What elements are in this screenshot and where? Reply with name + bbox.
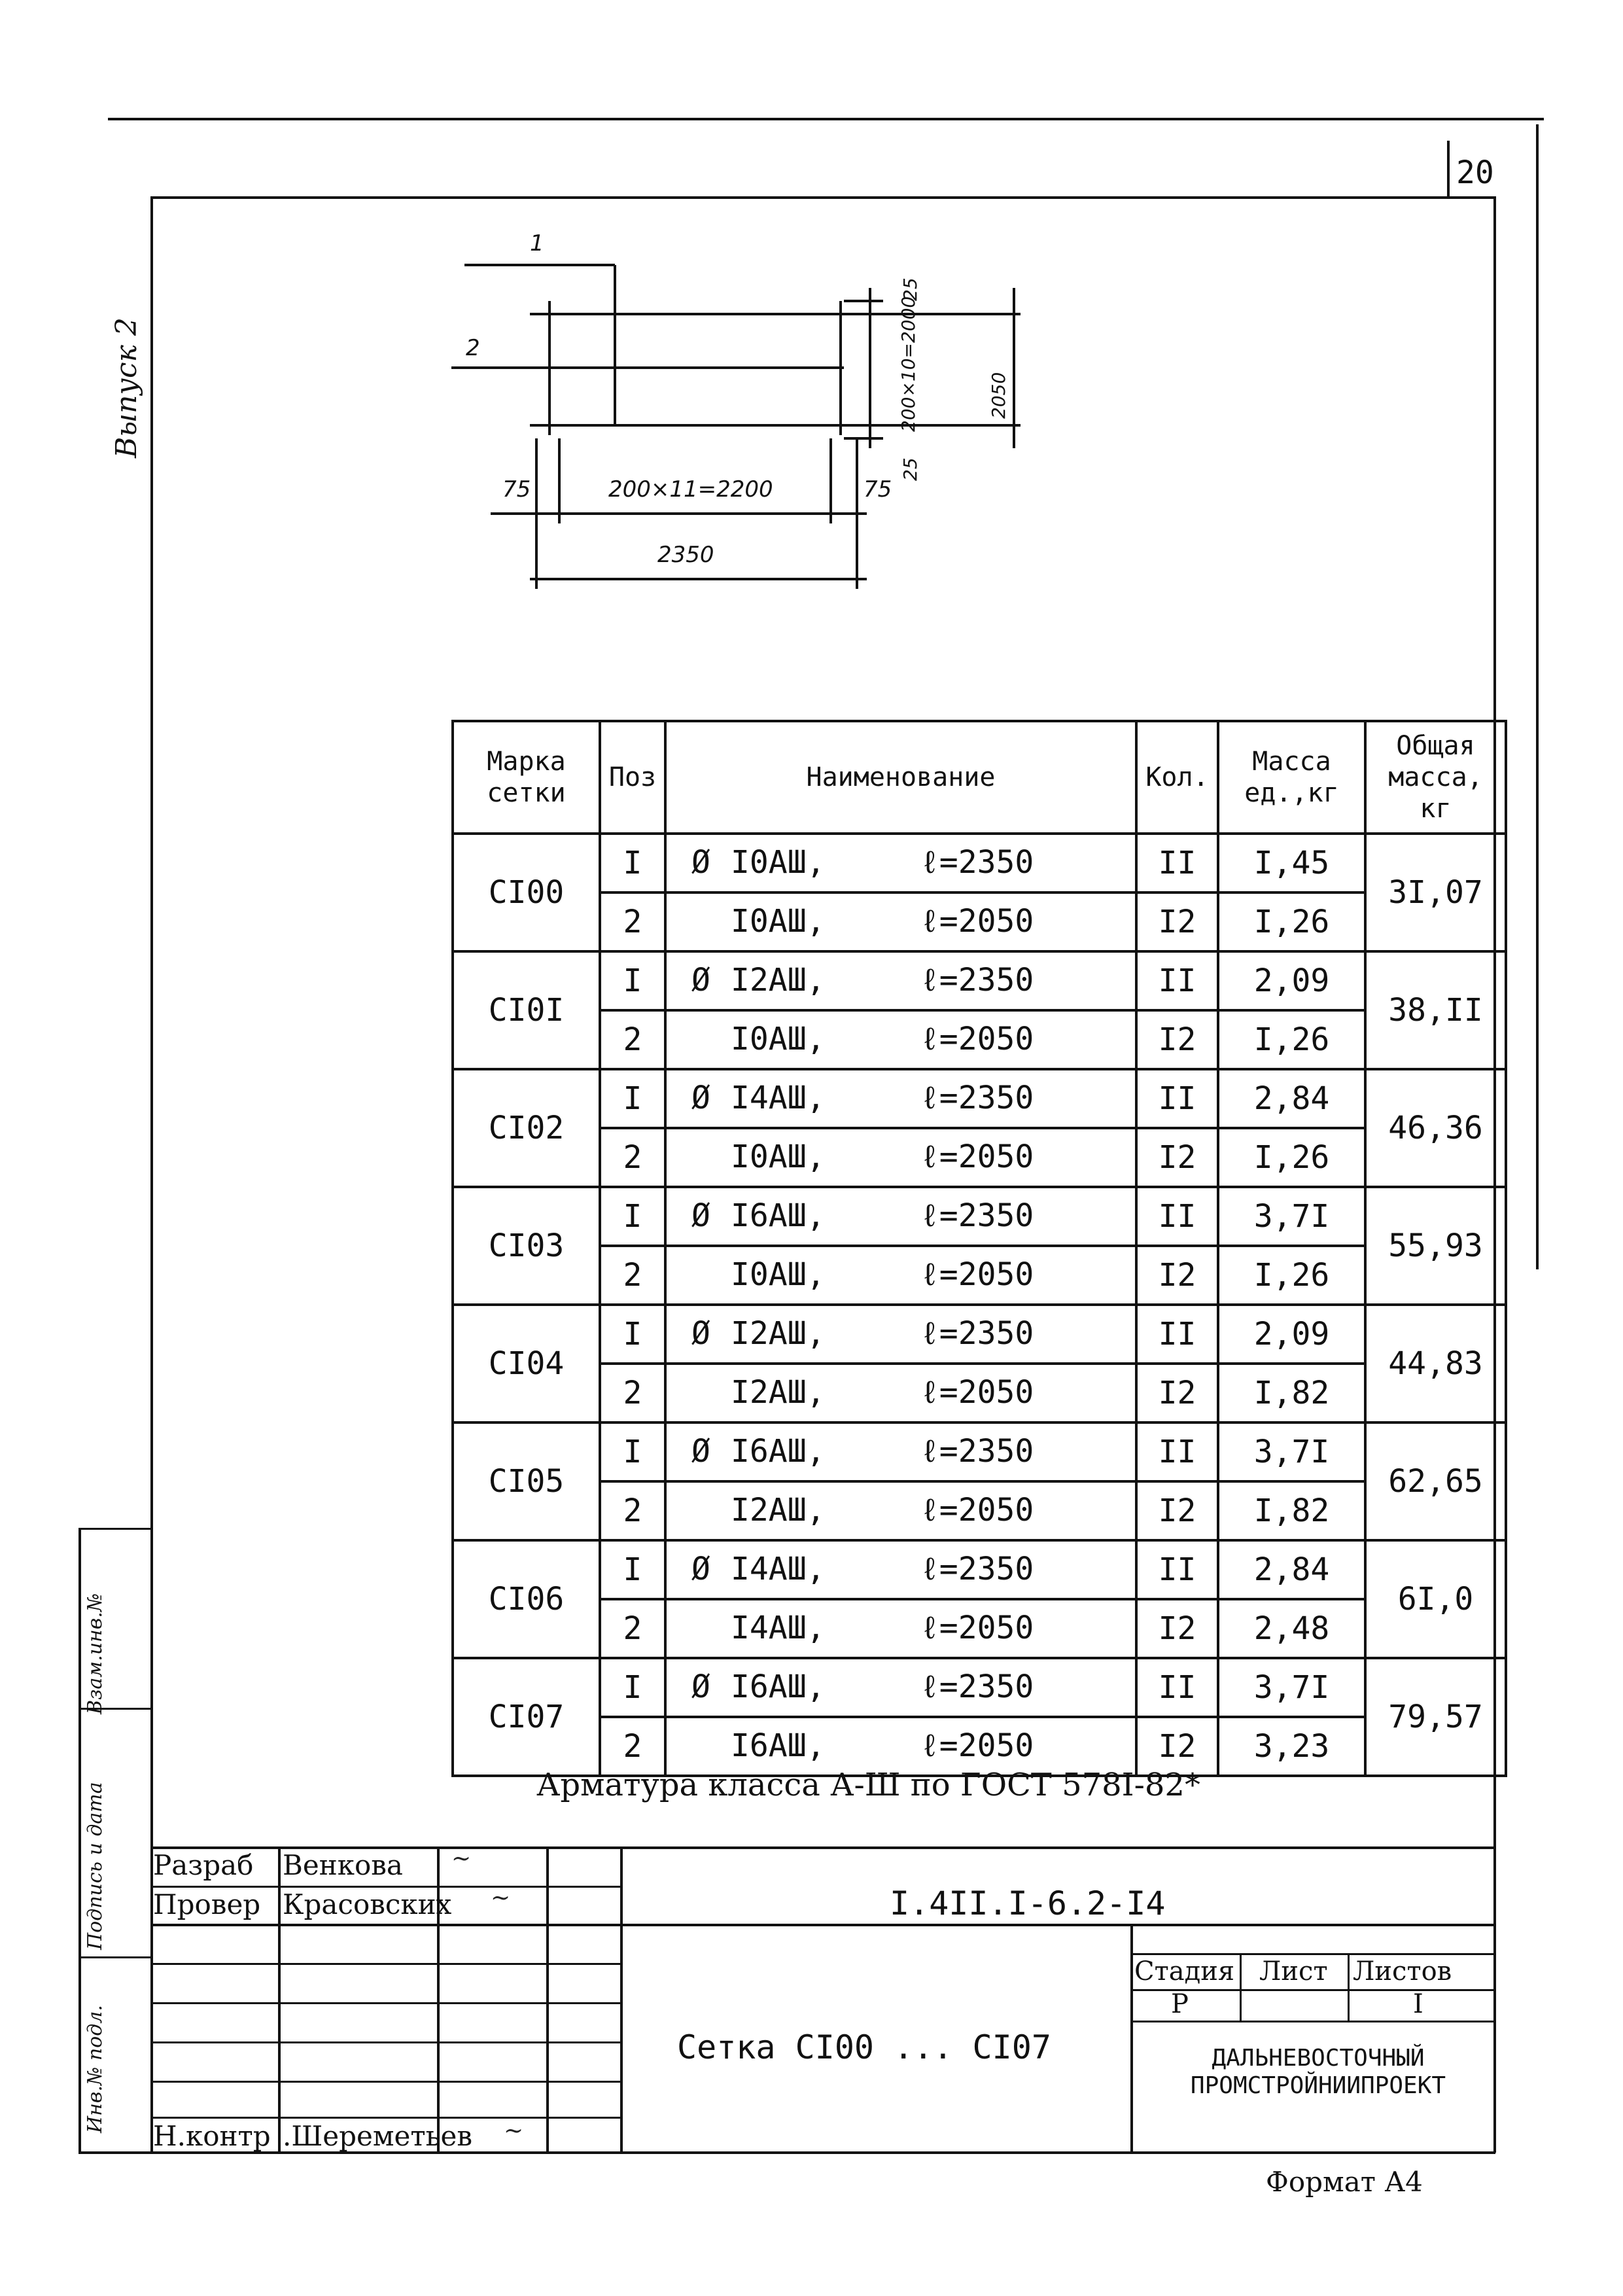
sheet-number-box-left [1447, 141, 1450, 196]
dim-bottom-label: 25 [899, 457, 921, 481]
tb-sign-check: ~ [491, 1884, 511, 1911]
cell-name [665, 834, 1136, 892]
table-row [453, 1128, 1506, 1187]
cell-qty: I2 [1136, 1246, 1218, 1305]
bar-length: ℓ=2050 [920, 1491, 1034, 1528]
cell-unit-mass: I,82 [1218, 1364, 1365, 1422]
table-row [453, 1010, 1506, 1069]
cell-unit-mass: I,26 [1218, 1128, 1365, 1187]
cell-unit-mass: 2,84 [1218, 1540, 1365, 1599]
cell-mark: CI0I [453, 951, 600, 1069]
cell-mark: CI05 [453, 1422, 600, 1540]
tb-sheets-value: I [1413, 1989, 1423, 2019]
cell-pos: 2 [600, 892, 665, 951]
tb-stage-vline-2 [1348, 1953, 1350, 2022]
side-strip-divider-3 [79, 1956, 152, 1958]
tb-role-check: Провер [153, 1888, 261, 1920]
cell-name [665, 951, 1136, 1010]
cell-total-mass: 62,65 [1365, 1422, 1506, 1540]
cell-unit-mass: I,82 [1218, 1481, 1365, 1540]
tb-stage-label: Стадия [1134, 1956, 1235, 1987]
tb-vline-3 [546, 1846, 549, 2151]
cell-qty: I2 [1136, 892, 1218, 951]
cell-qty: I2 [1136, 1364, 1218, 1422]
cell-name [665, 1599, 1136, 1658]
tb-role-dev: Разраб [153, 1849, 254, 1881]
bar-length: ℓ=2350 [920, 1668, 1034, 1705]
tb-vline-1 [278, 1846, 281, 2151]
cell-unit-mass: 2,09 [1218, 1305, 1365, 1364]
bar-spec: I6AШ, [731, 1197, 826, 1234]
bar-length: ℓ=2050 [920, 1373, 1034, 1411]
cell-pos: I [600, 1422, 665, 1481]
cell-mark: CI04 [453, 1305, 600, 1422]
dim-mid-label: 200×11=2200 [608, 476, 773, 503]
cell-unit-mass: 2,84 [1218, 1069, 1365, 1128]
bar-spec: I2AШ, [731, 961, 826, 998]
bar-length: ℓ=2350 [920, 961, 1034, 998]
cell-total-mass: 55,93 [1365, 1187, 1506, 1305]
cell-qty: II [1136, 951, 1218, 1010]
dim-vmid-label: 200×10=2000 [898, 296, 919, 432]
cell-unit-mass: 3,7I [1218, 1187, 1365, 1246]
bar-spec: I2AШ, [731, 1373, 826, 1411]
cell-pos: I [600, 1069, 665, 1128]
dim-left-label: 75 [502, 476, 531, 503]
table-row [453, 1481, 1506, 1540]
organization-name: ДАЛЬНЕВОСТОЧНЫЙ ПРОМСТРОЙНИИПРОЕКТ [1190, 2045, 1446, 2099]
cell-mark: CI02 [453, 1069, 600, 1187]
sheet-number: 20 [1456, 154, 1494, 191]
cell-pos: 2 [600, 1010, 665, 1069]
table-header-row [453, 721, 1506, 834]
table-row [453, 1364, 1506, 1422]
bar-length: ℓ=2050 [920, 1138, 1034, 1175]
cell-unit-mass: 2,48 [1218, 1599, 1365, 1658]
cell-unit-mass: I,26 [1218, 892, 1365, 951]
cell-name [665, 1187, 1136, 1246]
table-caption: Арматура класса А-Ш по ГОСТ 578I-82* [536, 1767, 1200, 1803]
tb-name-norm: .Шереметьев [283, 2120, 473, 2152]
cell-pos: I [600, 951, 665, 1010]
bar-length: ℓ=2050 [920, 1020, 1034, 1057]
cell-pos: 2 [600, 1364, 665, 1422]
header-total-mass: Общая масса, кг [1365, 721, 1506, 834]
side-strip-divider-1 [79, 1528, 152, 1530]
tb-stage-value: Р [1171, 1989, 1189, 2019]
tb-row-line-4 [150, 2002, 621, 2004]
bar-spec: I6AШ, [731, 1668, 826, 1705]
cell-total-mass: 79,57 [1365, 1658, 1506, 1776]
bar-spec: I6AШ, [731, 1432, 826, 1470]
cell-unit-mass: 3,7I [1218, 1422, 1365, 1481]
header-mark: Марка сетки [453, 721, 600, 834]
pos2-label: 2 [466, 335, 480, 361]
cell-qty: I2 [1136, 1481, 1218, 1540]
bar-length: ℓ=2350 [920, 1432, 1034, 1470]
header-qty: Кол. [1136, 721, 1218, 834]
tb-sign-norm: ~ [504, 2117, 524, 2144]
dim-vtotal-label: 2050 [988, 372, 1009, 419]
bar-spec: I4AШ, [731, 1609, 826, 1646]
cell-qty: II [1136, 1422, 1218, 1481]
tb-row-line-3 [150, 1963, 621, 1965]
tb-stage-line-2 [1130, 2021, 1495, 2022]
format-label: Формат А4 [1266, 2166, 1423, 2198]
cell-pos: I [600, 1187, 665, 1246]
cell-qty: II [1136, 1540, 1218, 1599]
cell-total-mass: 38,II [1365, 951, 1506, 1069]
cell-total-mass: 3I,07 [1365, 834, 1506, 951]
cell-name [665, 892, 1136, 951]
cell-pos: I [600, 1540, 665, 1599]
side-inv-replace-label: Взам.инв.№ [84, 1593, 107, 1714]
bar-spec: I0AШ, [731, 1020, 826, 1057]
bar-length: ℓ=2350 [920, 1315, 1034, 1352]
cell-qty: I2 [1136, 1599, 1218, 1658]
tb-sheet-label: Лист [1259, 1956, 1328, 1987]
cell-unit-mass: 2,09 [1218, 951, 1365, 1010]
cell-pos: 2 [600, 1128, 665, 1187]
tb-row-line-2 [150, 1924, 1495, 1926]
cell-pos: I [600, 1305, 665, 1364]
diameter-symbol: Ø [691, 1315, 710, 1352]
cell-pos: 2 [600, 1599, 665, 1658]
diameter-symbol: Ø [691, 1550, 710, 1587]
header-unit-mass: Масса ед.,кг [1218, 721, 1365, 834]
side-inv-orig-label: Инв.№ подл. [84, 2005, 107, 2133]
bar-spec: I4AШ, [731, 1550, 826, 1587]
cell-name [665, 1540, 1136, 1599]
bar-length: ℓ=2350 [920, 1550, 1034, 1587]
tb-role-norm: Н.контр [153, 2120, 271, 2152]
diameter-symbol: Ø [691, 843, 710, 881]
bar-length: ℓ=2350 [920, 1197, 1034, 1234]
table-row [453, 1540, 1506, 1599]
bar-spec: I2AШ, [731, 1315, 826, 1352]
table-row [453, 1069, 1506, 1128]
cell-qty: I2 [1136, 1717, 1218, 1776]
side-strip-line [79, 1528, 81, 2153]
cell-name [665, 1010, 1136, 1069]
cell-unit-mass: I,45 [1218, 834, 1365, 892]
bar-length: ℓ=2050 [920, 1609, 1034, 1646]
table-row [453, 1599, 1506, 1658]
table-row [453, 1305, 1506, 1364]
tb-name-dev: Венкова [283, 1849, 403, 1881]
spec-table [451, 720, 1507, 1777]
table-row [453, 1187, 1506, 1246]
dim-total-label: 2350 [657, 542, 714, 568]
top-border-line [108, 118, 1544, 120]
bar-spec: I4AШ, [731, 1079, 826, 1116]
cell-name [665, 1246, 1136, 1305]
tb-row-line-6 [150, 2081, 621, 2083]
document-title: Сетка CI00 ... CI07 [677, 2028, 1051, 2066]
cell-pos: 2 [600, 1246, 665, 1305]
tb-stage-vline-1 [1240, 1953, 1242, 2022]
bar-spec: I6AШ, [731, 1727, 826, 1764]
cell-mark: CI00 [453, 834, 600, 951]
table-row [453, 1422, 1506, 1481]
cell-qty: II [1136, 1305, 1218, 1364]
inner-top-border [150, 196, 1495, 199]
cell-name [665, 1658, 1136, 1717]
cell-unit-mass: I,26 [1218, 1246, 1365, 1305]
cell-unit-mass: 3,23 [1218, 1717, 1365, 1776]
cell-mark: CI06 [453, 1540, 600, 1658]
table-row [453, 951, 1506, 1010]
cell-name [665, 1128, 1136, 1187]
bar-length: ℓ=2050 [920, 1256, 1034, 1293]
tb-sign-dev: ~ [451, 1845, 472, 1872]
cell-name [665, 1481, 1136, 1540]
cell-mark: CI03 [453, 1187, 600, 1305]
document-code: I.4II.I-6.2-I4 [890, 1884, 1166, 1922]
dim-top-label: 25 [899, 277, 921, 301]
outer-right-line [1536, 124, 1539, 1269]
table-body [453, 834, 1506, 1776]
cell-total-mass: 6I,0 [1365, 1540, 1506, 1658]
cell-pos: 2 [600, 1481, 665, 1540]
tb-row-line-7 [150, 2117, 621, 2119]
bar-length: ℓ=2350 [920, 843, 1034, 881]
tb-stage-top [1130, 1953, 1495, 1955]
bar-length: ℓ=2050 [920, 902, 1034, 940]
table-row [453, 1658, 1506, 1717]
diameter-symbol: Ø [691, 1432, 710, 1470]
header-pos: Поз [600, 721, 665, 834]
table-row [453, 1246, 1506, 1305]
tb-row-line-5 [150, 2041, 621, 2043]
bar-spec: I0AШ, [731, 1138, 826, 1175]
cell-name [665, 1069, 1136, 1128]
bar-length: ℓ=2050 [920, 1727, 1034, 1764]
dim-right-label: 75 [864, 476, 892, 503]
bar-spec: I0AШ, [731, 902, 826, 940]
table-row [453, 834, 1506, 892]
bar-spec: I0AШ, [731, 1256, 826, 1293]
header-name: Наименование [665, 721, 1136, 834]
cell-qty: II [1136, 1187, 1218, 1246]
cell-qty: II [1136, 1069, 1218, 1128]
cell-name [665, 1305, 1136, 1364]
side-issue-label: Выпуск 2 [110, 317, 143, 458]
bar-spec: I2AШ, [731, 1491, 826, 1528]
cell-pos: 2 [600, 1717, 665, 1776]
table-row [453, 892, 1506, 951]
cell-total-mass: 46,36 [1365, 1069, 1506, 1187]
diameter-symbol: Ø [691, 961, 710, 998]
cell-total-mass: 44,83 [1365, 1305, 1506, 1422]
tb-sheets-label: Листов [1353, 1956, 1452, 1987]
diameter-symbol: Ø [691, 1079, 710, 1116]
diameter-symbol: Ø [691, 1197, 710, 1234]
tb-vline-stage [1130, 1924, 1133, 2151]
cell-unit-mass: I,26 [1218, 1010, 1365, 1069]
tb-vline-4 [620, 1846, 623, 2151]
cell-qty: I2 [1136, 1128, 1218, 1187]
tb-row-line-1 [150, 1886, 621, 1888]
bar-length: ℓ=2350 [920, 1079, 1034, 1116]
cell-name [665, 1422, 1136, 1481]
cell-qty: II [1136, 834, 1218, 892]
cell-pos: I [600, 834, 665, 892]
cell-mark: CI07 [453, 1658, 600, 1776]
bar-spec: I0AШ, [731, 843, 826, 881]
diameter-symbol: Ø [691, 1668, 710, 1705]
mesh-drawing [425, 222, 1066, 641]
cell-unit-mass: 3,7I [1218, 1658, 1365, 1717]
cell-pos: I [600, 1658, 665, 1717]
side-sign-date-label: Подпись и дата [84, 1782, 107, 1950]
cell-qty: II [1136, 1658, 1218, 1717]
cell-name [665, 1364, 1136, 1422]
tb-name-check: Красовских [283, 1888, 452, 1920]
pos1-label: 1 [530, 230, 544, 256]
cell-qty: I2 [1136, 1010, 1218, 1069]
